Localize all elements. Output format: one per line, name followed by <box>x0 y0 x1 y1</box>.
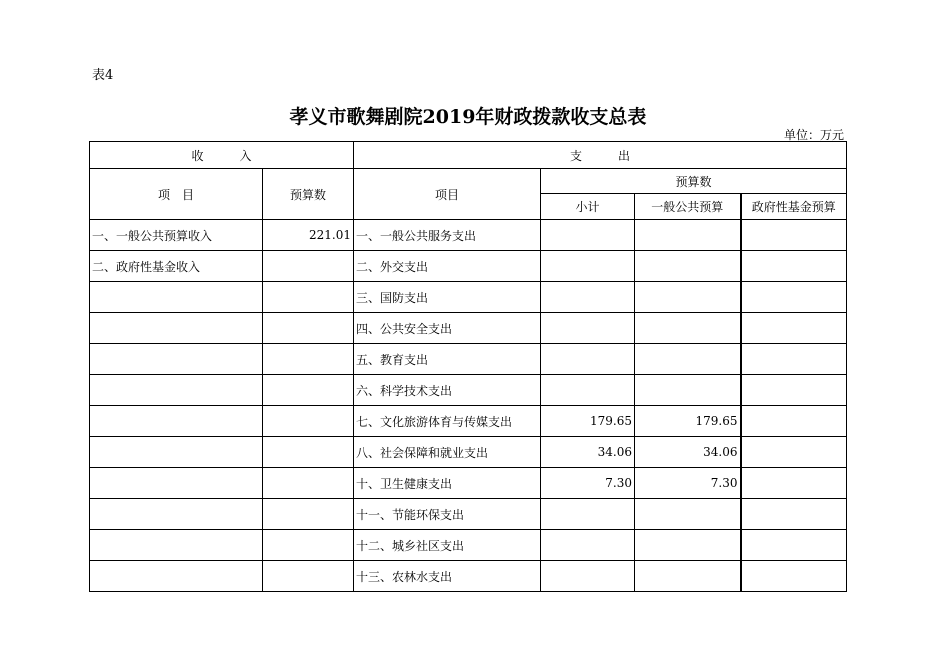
table-row <box>90 251 847 282</box>
expense-item-cell: 二、外交支出 <box>354 251 541 282</box>
expense-item-header: 项目 <box>354 169 541 220</box>
general-budget-cell <box>635 530 741 561</box>
income-item-cell <box>90 468 263 499</box>
income-amount-header: 预算数 <box>263 169 354 220</box>
general-budget-cell <box>635 251 741 282</box>
income-item-cell <box>90 406 263 437</box>
gov-fund-budget-cell <box>741 220 847 251</box>
expense-item-cell: 五、教育支出 <box>354 344 541 375</box>
table-number-label: 表4 <box>92 68 114 83</box>
expense-item-cell: 十一、节能环保支出 <box>354 499 541 530</box>
income-amount-cell <box>263 313 354 344</box>
income-item-cell <box>90 530 263 561</box>
gov-fund-budget-cell <box>741 499 847 530</box>
income-item-cell <box>90 561 263 592</box>
gov-fund-budget-cell <box>741 313 847 344</box>
table-row <box>90 437 847 468</box>
table-row <box>90 282 847 313</box>
income-item-cell <box>90 375 263 406</box>
expense-item-cell: 三、国防支出 <box>354 282 541 313</box>
expense-item-cell: 十二、城乡社区支出 <box>354 530 541 561</box>
subtotal-cell <box>541 375 635 406</box>
gov-fund-budget-cell <box>741 344 847 375</box>
table-row <box>90 406 847 437</box>
income-item-cell <box>90 437 263 468</box>
general-budget-cell <box>635 313 741 344</box>
income-amount-cell <box>263 530 354 561</box>
gov-fund-budget-cell <box>741 437 847 468</box>
gov-fund-budget-cell <box>741 530 847 561</box>
income-amount-cell <box>263 375 354 406</box>
general-budget-cell <box>635 375 741 406</box>
general-budget-header: 一般公共预算 <box>635 194 741 220</box>
subtotal-cell <box>541 561 635 592</box>
subtotal-cell: 34.06 <box>541 437 635 468</box>
expense-item-cell: 一、一般公共服务支出 <box>354 220 541 251</box>
subtotal-cell: 7.30 <box>541 468 635 499</box>
table-row <box>90 344 847 375</box>
gov-fund-budget-cell <box>741 375 847 406</box>
table-row <box>90 313 847 344</box>
general-budget-cell <box>635 499 741 530</box>
table-row <box>90 468 847 499</box>
gov-fund-budget-cell <box>741 468 847 499</box>
header-row-2 <box>90 169 847 194</box>
income-amount-cell <box>263 561 354 592</box>
general-budget-cell <box>635 561 741 592</box>
table-row <box>90 375 847 406</box>
table-row <box>90 530 847 561</box>
subtotal-cell <box>541 313 635 344</box>
table-row <box>90 561 847 592</box>
unit-label: 单位：万元 <box>783 128 844 142</box>
income-amount-cell: 221.01 <box>263 220 354 251</box>
general-budget-cell <box>635 282 741 313</box>
table-row <box>90 499 847 530</box>
general-budget-cell: 7.30 <box>635 468 741 499</box>
expense-item-cell: 八、社会保障和就业支出 <box>354 437 541 468</box>
income-amount-cell <box>263 406 354 437</box>
income-item-cell: 二、政府性基金收入 <box>90 251 263 282</box>
budget-group-header: 预算数 <box>541 169 847 194</box>
expense-item-cell: 六、科学技术支出 <box>354 375 541 406</box>
expense-header: 支 出 <box>354 142 847 169</box>
gov-fund-budget-cell <box>741 561 847 592</box>
income-amount-cell <box>263 282 354 313</box>
expense-item-cell: 四、公共安全支出 <box>354 313 541 344</box>
gov-fund-budget-cell <box>741 406 847 437</box>
header-row-1 <box>90 142 847 169</box>
subtotal-cell <box>541 530 635 561</box>
subtotal-cell <box>541 220 635 251</box>
general-budget-cell: 34.06 <box>635 437 741 468</box>
table-row <box>90 220 847 251</box>
general-budget-cell: 179.65 <box>635 406 741 437</box>
document-title: 孝义市歌舞剧院2019年财政拨款收支总表 <box>289 106 647 128</box>
gov-fund-budget-cell <box>741 282 847 313</box>
subtotal-cell <box>541 282 635 313</box>
expense-item-cell: 十、卫生健康支出 <box>354 468 541 499</box>
income-amount-cell <box>263 344 354 375</box>
income-amount-cell <box>263 251 354 282</box>
income-amount-cell <box>263 437 354 468</box>
expense-item-cell: 十三、农林水支出 <box>354 561 541 592</box>
income-item-cell <box>90 282 263 313</box>
income-amount-cell <box>263 468 354 499</box>
subtotal-cell <box>541 499 635 530</box>
gov-fund-budget-cell <box>741 251 847 282</box>
income-item-cell <box>90 344 263 375</box>
general-budget-cell <box>635 220 741 251</box>
subtotal-cell: 179.65 <box>541 406 635 437</box>
subtotal-cell <box>541 251 635 282</box>
general-budget-cell <box>635 344 741 375</box>
expense-item-cell: 七、文化旅游体育与传媒支出 <box>354 406 541 437</box>
subtotal-cell <box>541 344 635 375</box>
subtotal-header: 小计 <box>541 194 635 220</box>
income-item-cell <box>90 499 263 530</box>
gov-fund-budget-header: 政府性基金预算 <box>741 194 847 220</box>
income-item-header: 项 目 <box>90 169 263 220</box>
income-header: 收 入 <box>90 142 354 169</box>
income-item-cell: 一、一般公共预算收入 <box>90 220 263 251</box>
income-amount-cell <box>263 499 354 530</box>
budget-table <box>89 141 847 592</box>
income-item-cell <box>90 313 263 344</box>
